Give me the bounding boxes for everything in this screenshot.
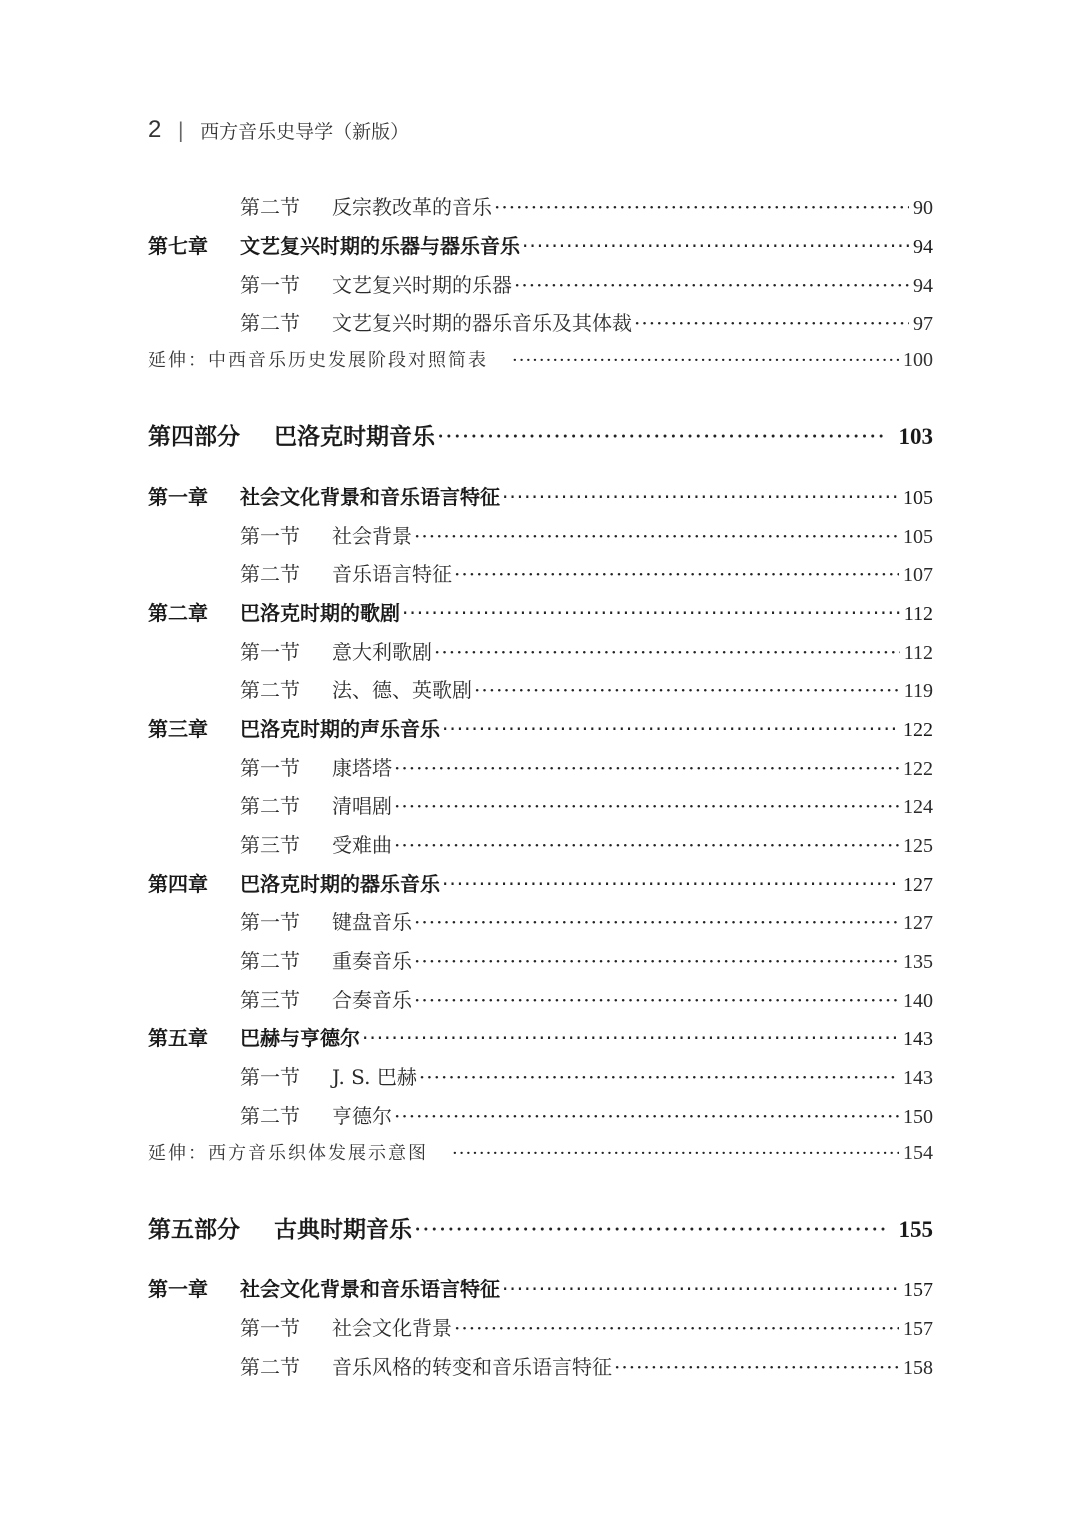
toc-entry-label: 第一节 [240,756,300,780]
toc-entry-title: 社会文化背景 [332,1316,452,1340]
toc-entry-label: 第二节 [240,678,300,702]
toc-entry-page-number: 94 [913,275,933,297]
dot-leader [419,1065,899,1089]
toc-entry-page-number: 103 [898,424,933,449]
toc-entry-title: 社会背景 [332,524,412,548]
toc-entry-title: 古典时期音乐 [274,1216,412,1243]
toc-entry-page-number: 150 [903,1106,933,1128]
dot-leader [437,424,887,450]
header-separator: | [177,118,185,142]
toc-entry-label: 第三节 [240,988,300,1012]
toc-entry-title: 社会文化背景和音乐语言特征 [240,485,500,509]
toc-entry-page-number: 140 [903,990,933,1012]
toc-entry-page-number: 124 [903,796,933,818]
toc-entry-section[interactable] [148,906,933,940]
toc-entry-section[interactable] [148,752,933,786]
toc-entry-label: 第五章 [148,1026,208,1050]
dot-leader [394,833,899,857]
dot-leader [474,678,900,702]
toc-entry-label: 第一节 [240,1316,300,1340]
toc-entry-label: 第三节 [240,833,300,857]
dot-leader [454,562,899,586]
toc-entry-page-number: 105 [903,487,933,509]
toc-entry-title: 音乐风格的转变和音乐语言特征 [332,1355,612,1379]
toc-entry-title: J. S. 巴赫 [332,1065,417,1089]
dot-leader [614,1355,899,1379]
toc-entry-label: 第二节 [240,562,300,586]
toc-entry-label: 第二节 [240,195,300,219]
toc-entry-section[interactable] [148,1100,933,1134]
toc-entry-chapter[interactable] [148,481,933,515]
dot-leader [514,273,909,297]
toc-entry-title: 合奏音乐 [332,988,412,1012]
toc-entry-section[interactable] [148,269,933,303]
toc-entry-page-number: 97 [913,313,933,335]
toc-entry-chapter[interactable] [148,1273,933,1307]
toc-entry-label: 第一节 [240,910,300,934]
dot-leader [394,756,899,780]
dot-leader [454,1316,899,1340]
toc-entry-section[interactable] [148,191,933,225]
dot-leader [442,717,899,741]
toc-entry-section[interactable] [148,790,933,824]
toc-entry-title: 文艺复兴时期的乐器 [332,273,512,297]
toc-entry-title: 巴洛克时期的器乐音乐 [240,872,440,896]
dot-leader [414,949,899,973]
toc-entry-page-number: 155 [898,1217,933,1242]
toc-entry-page-number: 105 [903,526,933,548]
toc-entry-title: 音乐语言特征 [332,562,452,586]
dot-leader [394,1104,899,1128]
toc-entry-page-number: 127 [903,874,933,896]
toc-entry-section[interactable] [148,636,933,670]
toc-entry-label: 第一章 [148,1277,208,1301]
running-header [148,112,409,148]
toc-entry-label: 第四部分 [148,423,240,450]
toc-entry-title: 巴洛克时期音乐 [274,423,435,450]
toc-entry-label: 第七章 [148,234,208,258]
toc-entry-label: 第二节 [240,949,300,973]
toc-entry-chapter[interactable] [148,1022,933,1056]
toc-entry-page-number: 112 [903,603,933,625]
toc-entry-title: 巴赫与亨德尔 [240,1026,360,1050]
toc-entry-label: 第二节 [240,311,300,335]
dot-leader [502,485,899,509]
toc-entry-label: 第二章 [148,601,208,625]
toc-entry-page-number: 112 [903,642,933,664]
toc-entry-section[interactable] [148,1351,933,1385]
toc-entry-title: 巴洛克时期的歌剧 [240,601,400,625]
toc-entry-title: 清唱剧 [332,794,392,818]
dot-leader [434,640,900,664]
toc-entry-section[interactable] [148,674,933,708]
toc-entry-page-number: 94 [913,236,933,258]
toc-entry-title: 重奏音乐 [332,949,412,973]
dot-leader [414,910,899,934]
toc-entry-ext[interactable] [148,1139,933,1173]
dot-leader [414,1217,887,1243]
toc-entry-section[interactable] [148,829,933,863]
dot-leader [634,311,909,335]
toc-entry-section[interactable] [148,558,933,592]
toc-entry-page-number: 127 [903,912,933,934]
toc-entry-title: 意大利歌剧 [332,640,432,664]
dot-leader [522,234,909,258]
toc-entry-section[interactable] [148,1061,933,1095]
toc-entry-title: 文艺复兴时期的乐器与器乐音乐 [240,234,520,258]
toc-entry-title: 法、德、英歌剧 [332,678,472,702]
toc-entry-title: 反宗教改革的音乐 [332,195,492,219]
toc-entry-title: 键盘音乐 [332,910,412,934]
toc-entry-page-number: 119 [903,680,933,702]
dot-leader [394,794,899,818]
dot-leader [512,350,899,371]
toc-entry-title: 社会文化背景和音乐语言特征 [240,1277,500,1301]
dot-leader [502,1277,899,1301]
toc-entry-title: 文艺复兴时期的器乐音乐及其体裁 [332,311,632,335]
toc-entry-section[interactable] [148,1312,933,1346]
toc-entry-label: 第一章 [148,485,208,509]
toc-entry-page-number: 125 [903,835,933,857]
toc-entry-page-number: 100 [903,349,933,371]
toc-entry-label: 第一节 [240,524,300,548]
toc-entry-label: 第三章 [148,717,208,741]
toc-entry-section[interactable] [148,520,933,554]
dot-leader [414,988,899,1012]
toc-entry-label: 第一节 [240,273,300,297]
toc-entry-chapter[interactable] [148,868,933,902]
toc-entry-page-number: 143 [903,1028,933,1050]
toc-entry-page-number: 122 [903,758,933,780]
toc-entry-title: 亨德尔 [332,1104,392,1128]
toc-entry-section[interactable] [148,984,933,1018]
toc-entry-part[interactable] [148,418,933,462]
toc-entry-page-number: 107 [903,564,933,586]
toc-entry-page-number: 158 [903,1357,933,1379]
toc-entry-label: 第一节 [240,1065,300,1089]
toc-entry-label: 第二节 [240,794,300,818]
toc-entry-label: 第四章 [148,872,208,896]
toc-entry-page-number: 143 [903,1067,933,1089]
toc-entry-title: 康塔塔 [332,756,392,780]
dot-leader [452,1143,899,1164]
toc-entry-ext[interactable] [148,346,933,380]
dot-leader [494,195,909,219]
dot-leader [414,524,899,548]
toc-entry-label: 第二节 [240,1104,300,1128]
toc-entry-title: 受难曲 [332,833,392,857]
toc-entry-chapter[interactable] [148,713,933,747]
dot-leader [442,872,899,896]
toc-entry-label: 第一节 [240,640,300,664]
toc-entry-part[interactable] [148,1211,933,1255]
toc-entry-section[interactable] [148,945,933,979]
book-title: 西方音乐史导学（新版） [200,120,410,143]
toc-entry-title: 巴洛克时期的声乐音乐 [240,717,440,741]
toc-entry-section[interactable] [148,307,933,341]
toc-entry-page-number: 122 [903,719,933,741]
toc-entry-label: 第五部分 [148,1216,240,1243]
dot-leader [362,1026,899,1050]
toc-entry-page-number: 154 [903,1142,933,1164]
toc-entry-title: 延伸：西方音乐织体发展示意图 [148,1143,428,1164]
toc-entry-page-number: 157 [903,1318,933,1340]
toc-entry-page-number: 90 [913,197,933,219]
toc-entry-label: 第二节 [240,1355,300,1379]
toc-entry-page-number: 135 [903,951,933,973]
toc-entry-title: 延伸：中西音乐历史发展阶段对照简表 [148,350,488,371]
page-number: 2 [148,116,162,143]
toc-entry-chapter[interactable] [148,597,933,631]
toc-entry-page-number: 157 [903,1279,933,1301]
toc-entry-chapter[interactable] [148,230,933,264]
dot-leader [402,601,900,625]
